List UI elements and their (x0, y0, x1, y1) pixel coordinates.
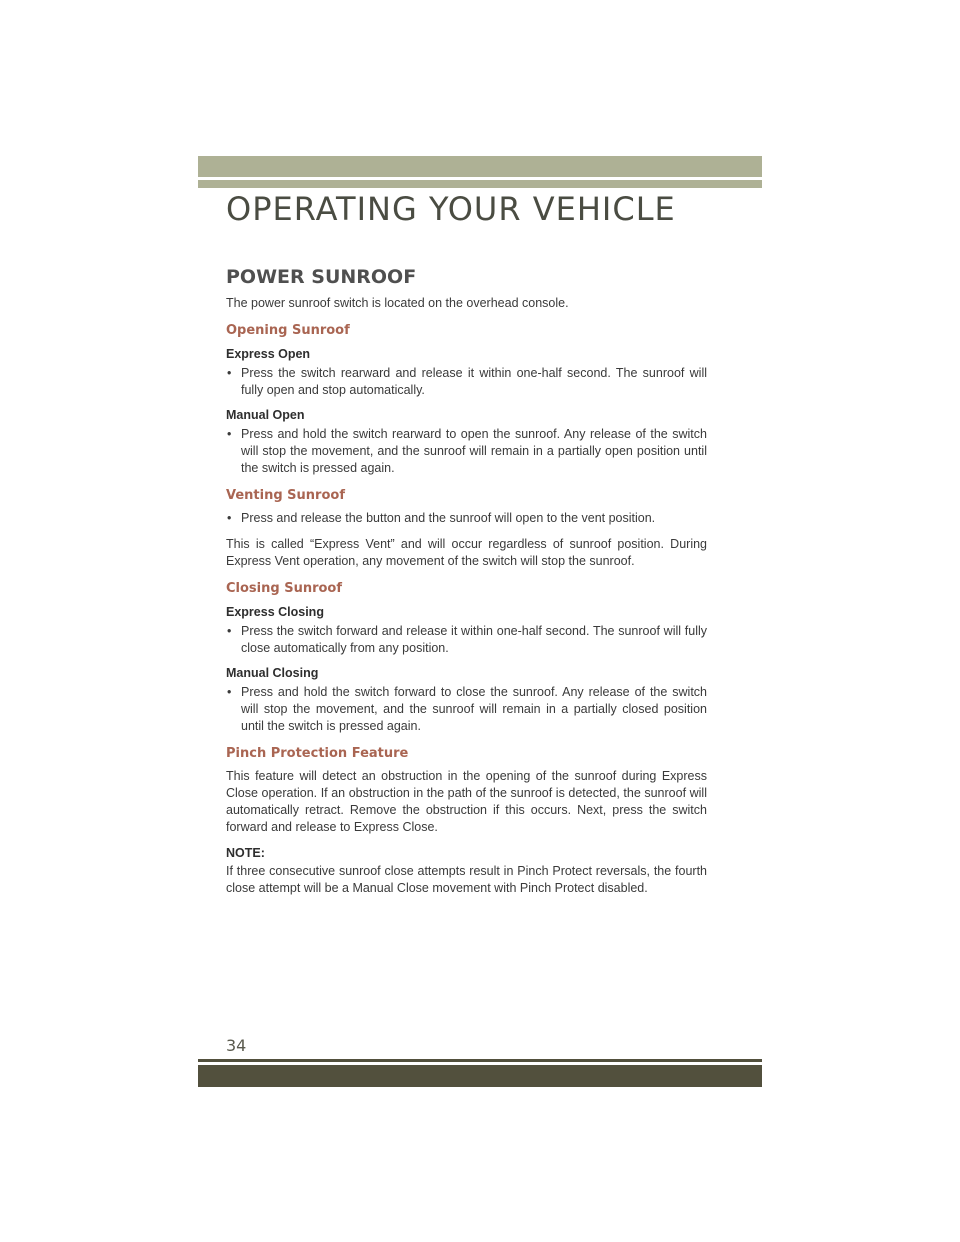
manual-open-label: Manual Open (226, 408, 305, 422)
bullet-icon: • (227, 366, 232, 380)
bullet-text: Press the switch forward and release it within one-half second. The sunroof will fully close automatically from any position. (241, 624, 707, 655)
list-item (226, 426, 707, 477)
bullet-icon: • (227, 685, 232, 699)
bullet-icon: • (227, 427, 232, 441)
list-item (226, 684, 707, 735)
page-number: 34 (226, 1036, 247, 1055)
page-content (226, 266, 707, 897)
venting-heading: Venting Sunroof (226, 488, 345, 503)
express-open-label: Express Open (226, 347, 311, 361)
manual-open-list (226, 426, 707, 477)
bullet-text: Press and release the button and the sunroof will open to the vent position. (241, 511, 656, 525)
pinch-heading: Pinch Protection Feature (226, 746, 409, 761)
bullet-text: Press the switch rearward and release it within one-half second. The sunroof will fully open and stop automatically. (241, 366, 707, 397)
page-title: POWER SUNROOF (226, 266, 417, 288)
note-label: NOTE: (226, 846, 265, 860)
intro-text: The power sunroof switch is located on the overhead console. (226, 296, 569, 310)
pinch-paragraph: This feature will detect an obstruction in the opening of the sunroof during Express Close operation. If an obstruction in the path of the sunroof is detected, the sunroof will automatically retract. Remove the obstruction if this occurs. Next, press the switch forward and release to Express Close. (226, 769, 707, 834)
venting-paragraph: This is called “Express Vent” and will occur regardless of sunroof position. During Express Vent operation, any movement of the switch will stop the sunroof. (226, 537, 707, 568)
note-text: If three consecutive sunroof close attempts result in Pinch Protect reversals, the fourth close attempt will be a Manual Close movement with Pinch Protect disabled. (226, 864, 707, 895)
bottom-decorative-stripe (198, 1059, 762, 1062)
closing-heading: Closing Sunroof (226, 581, 343, 596)
list-item (226, 623, 707, 657)
opening-heading: Opening Sunroof (226, 323, 350, 338)
bottom-decorative-bar (198, 1065, 762, 1087)
section-header: OPERATING YOUR VEHICLE (226, 190, 676, 228)
bullet-icon: • (227, 624, 232, 638)
list-item (226, 510, 707, 527)
express-closing-list (226, 623, 707, 657)
bullet-text: Press and hold the switch forward to close the sunroof. Any release of the switch will stop the movement, and the sunroof will remain in a partially closed position until the switch is pressed again. (241, 685, 707, 733)
manual-closing-label: Manual Closing (226, 666, 319, 680)
venting-list (226, 510, 707, 527)
express-open-list (226, 365, 707, 399)
top-decorative-stripe (198, 180, 762, 188)
top-decorative-bar (198, 156, 762, 177)
bullet-icon: • (227, 511, 232, 525)
list-item (226, 365, 707, 399)
express-closing-label: Express Closing (226, 605, 324, 619)
bullet-text: Press and hold the switch rearward to open the sunroof. Any release of the switch will stop the movement, and the sunroof will remain in a partially open position until the switch is pressed again. (241, 427, 707, 475)
manual-closing-list (226, 684, 707, 735)
